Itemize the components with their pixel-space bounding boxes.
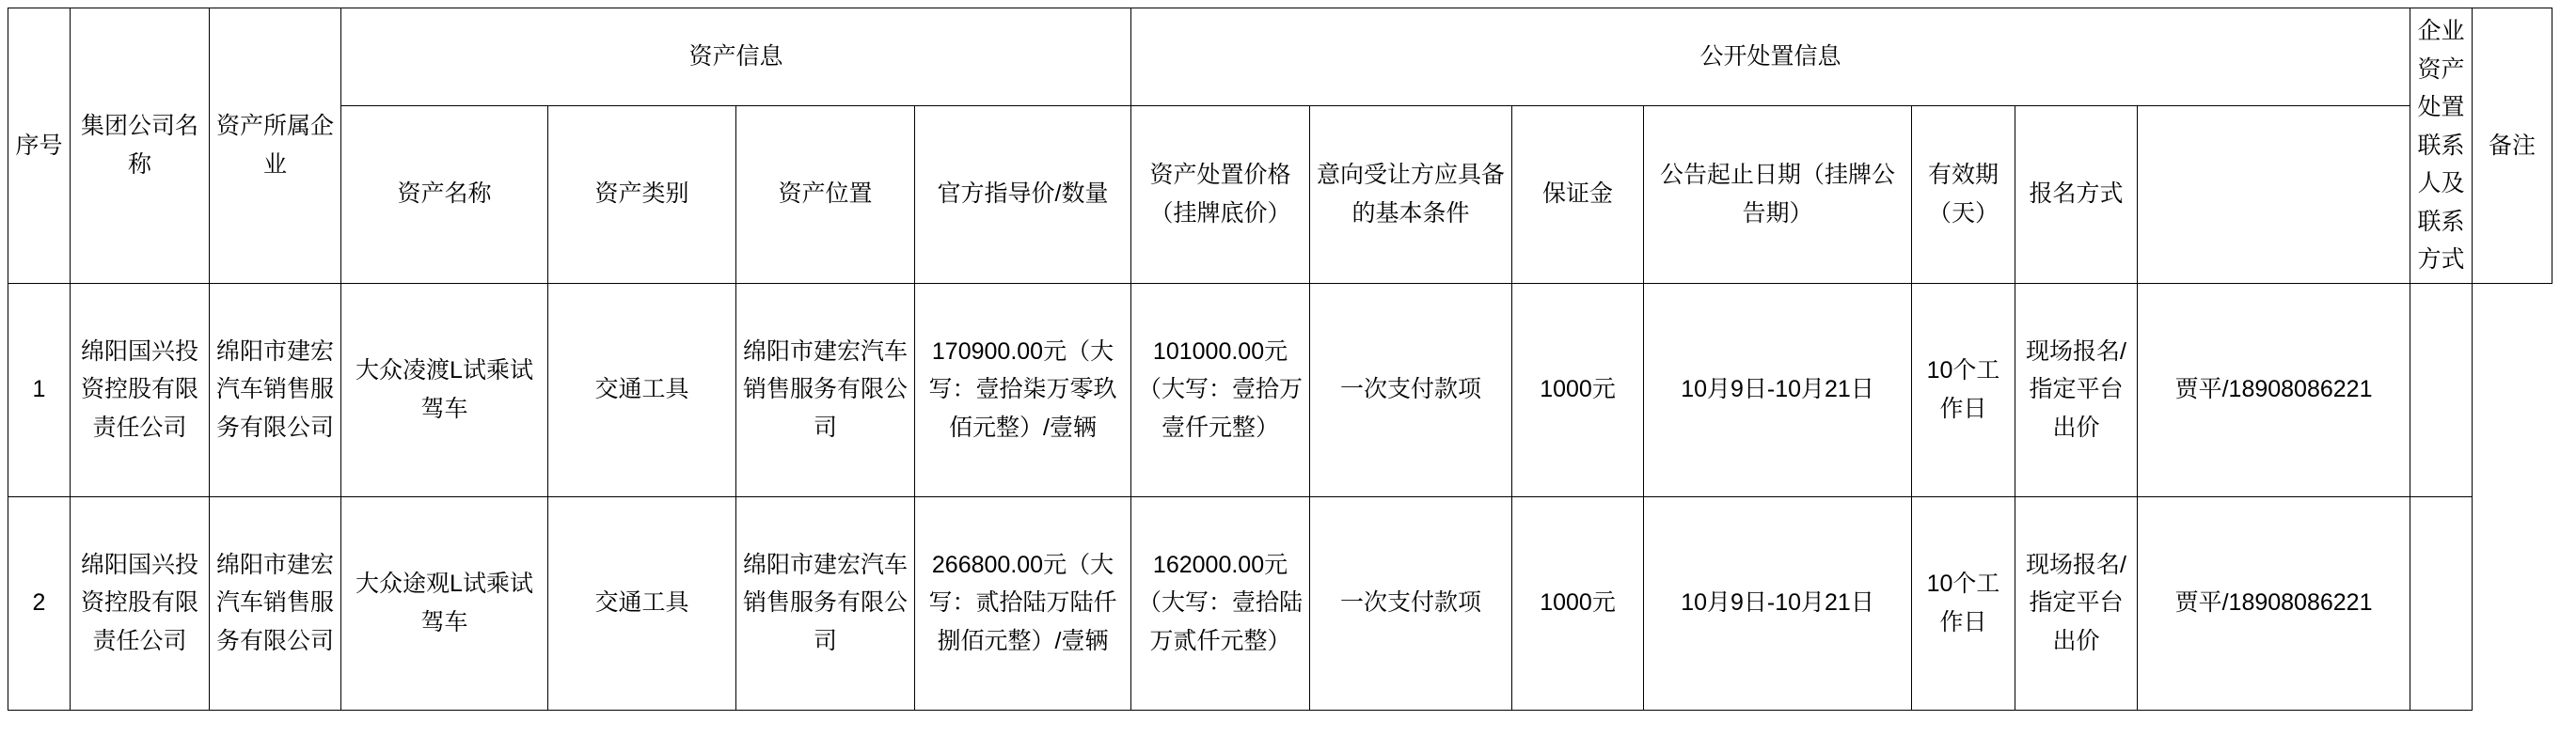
cell-remark	[2410, 283, 2473, 496]
cell-group-company-name: 绵阳国兴投资控股有限责任公司	[71, 496, 210, 710]
cell-valid-days: 10个工作日	[1912, 496, 2015, 710]
cell-disposal-price: 101000.00元（大写：壹拾万壹仟元整）	[1131, 283, 1310, 496]
table-row	[8, 496, 2552, 710]
column-header-asset-owner-entity: 资产所属企业	[210, 8, 341, 284]
table-header-group-row	[8, 8, 2552, 106]
cell-contact: 贾平/18908086221	[2138, 283, 2410, 496]
column-header-group-company-name: 集团公司名称	[71, 8, 210, 284]
cell-asset-name: 大众途观L试乘试驾车	[341, 496, 548, 710]
cell-asset-location: 绵阳市建宏汽车销售服务有限公司	[736, 283, 915, 496]
cell-remark	[2410, 496, 2473, 710]
group-header-asset-info: 资产信息	[341, 8, 1131, 106]
cell-asset-name: 大众凌渡L试乘试驾车	[341, 283, 548, 496]
table-row	[8, 283, 2552, 496]
cell-asset-location: 绵阳市建宏汽车销售服务有限公司	[736, 496, 915, 710]
cell-announcement-dates: 10月9日-10月21日	[1644, 283, 1912, 496]
cell-seq: 1	[8, 283, 71, 496]
cell-asset-owner-entity: 绵阳市建宏汽车销售服务有限公司	[210, 496, 341, 710]
cell-deposit: 1000元	[1512, 496, 1644, 710]
column-header-contact: 企业资产处置联系人及联系方式	[2410, 8, 2473, 284]
table-body	[8, 283, 2552, 710]
column-header-asset-location: 资产位置	[736, 105, 915, 283]
cell-signup-method: 现场报名/指定平台出价	[2015, 496, 2138, 710]
column-header-transferee-conditions: 意向受让方应具备的基本条件	[1310, 105, 1512, 283]
table-header-column-row	[8, 105, 2552, 283]
column-header-remark: 备注	[2473, 8, 2552, 284]
column-header-deposit: 保证金	[1512, 105, 1644, 283]
table-header	[8, 8, 2552, 284]
cell-official-guide-price-qty: 266800.00元（大写：贰拾陆万陆仟捌佰元整）/壹辆	[915, 496, 1131, 710]
column-header-asset-category: 资产类别	[548, 105, 736, 283]
cell-asset-category: 交通工具	[548, 496, 736, 710]
group-header-public-disposal-info: 公开处置信息	[1131, 8, 2410, 106]
cell-asset-owner-entity: 绵阳市建宏汽车销售服务有限公司	[210, 283, 341, 496]
cell-official-guide-price-qty: 170900.00元（大写：壹拾柒万零玖佰元整）/壹辆	[915, 283, 1131, 496]
column-header-announcement-dates: 公告起止日期（挂牌公告期）	[1644, 105, 1912, 283]
column-header-valid-days: 有效期（天）	[1912, 105, 2015, 283]
cell-transferee-conditions: 一次支付款项	[1310, 283, 1512, 496]
cell-valid-days: 10个工作日	[1912, 283, 2015, 496]
asset-disposal-sheet	[0, 8, 2576, 752]
cell-asset-category: 交通工具	[548, 283, 736, 496]
cell-group-company-name: 绵阳国兴投资控股有限责任公司	[71, 283, 210, 496]
column-header-seq: 序号	[8, 8, 71, 284]
column-header-official-guide-price-qty: 官方指导价/数量	[915, 105, 1131, 283]
cell-deposit: 1000元	[1512, 283, 1644, 496]
cell-announcement-dates: 10月9日-10月21日	[1644, 496, 1912, 710]
column-header-asset-name: 资产名称	[341, 105, 548, 283]
cell-transferee-conditions: 一次支付款项	[1310, 496, 1512, 710]
column-header-signup-method: 报名方式	[2015, 105, 2138, 283]
cell-contact: 贾平/18908086221	[2138, 496, 2410, 710]
asset-disposal-table	[8, 8, 2552, 711]
column-header-disposal-price: 资产处置价格（挂牌底价）	[1131, 105, 1310, 283]
cell-seq: 2	[8, 496, 71, 710]
cell-disposal-price: 162000.00元（大写：壹拾陆万贰仟元整）	[1131, 496, 1310, 710]
cell-signup-method: 现场报名/指定平台出价	[2015, 283, 2138, 496]
